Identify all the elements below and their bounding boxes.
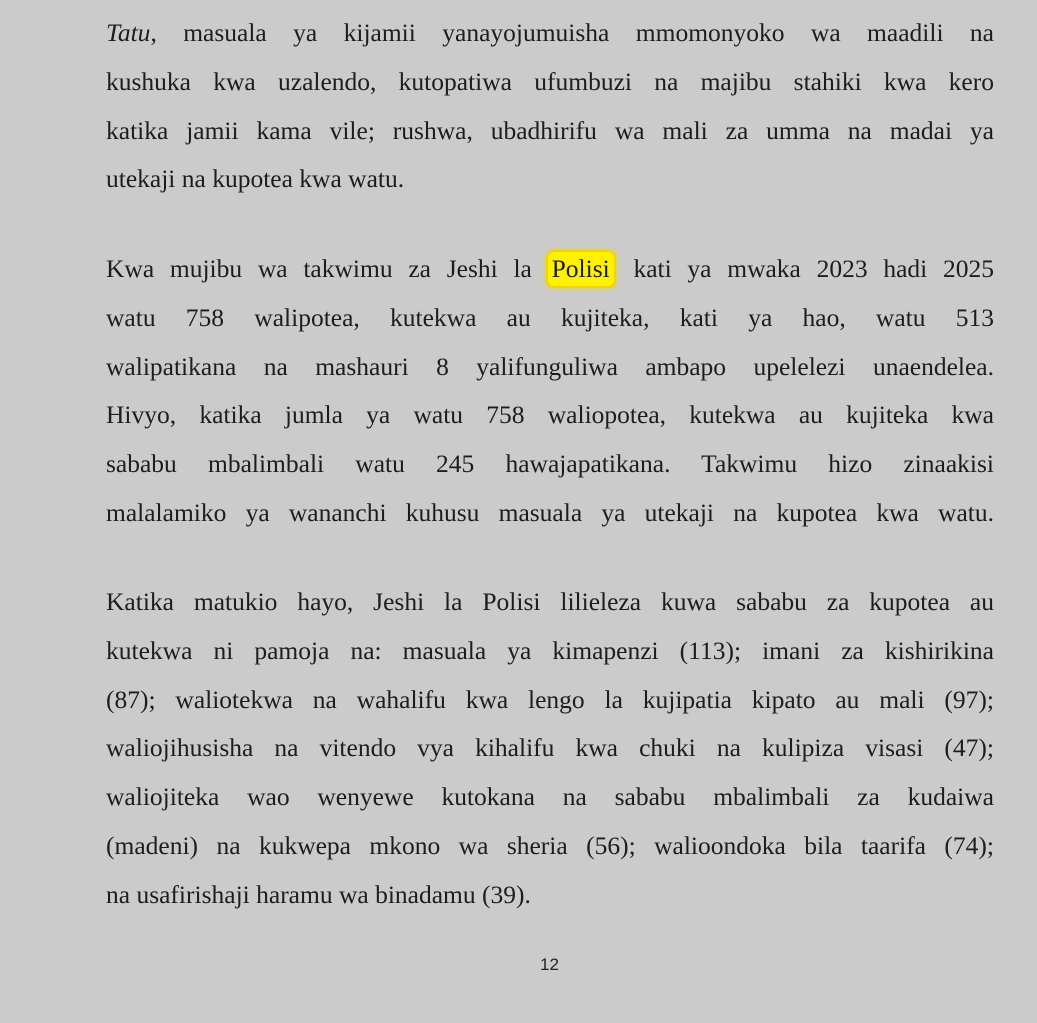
paragraph-1-line-2: kushuka kwa uzalendo, kutopatiwa ufumbuzi na majibu stahiki kwa kero — [106, 66, 994, 96]
paragraph-3-line-3: (87); waliotekwa na wahalifu kwa lengo la kujipatia kipato au mali (97); — [106, 684, 994, 714]
page-number: 12 — [540, 955, 559, 974]
paragraph-2-line-6: malalamiko ya wananchi kuhusu masuala ya utekaji na kupotea kwa watu. — [106, 497, 994, 527]
paragraph-1-line-4: utekaji na kupotea kwa watu. — [106, 164, 405, 194]
paragraph-2-line-3: walipatikana na mashauri 8 yalifunguliwa ambapo upelelezi unaendelea. — [106, 351, 994, 381]
paragraph-3-line-6: (madeni) na kukwepa mkono wa sheria (56); walioondoka bila taarifa (74); — [106, 830, 994, 860]
paragraph-1 — [106, 9, 994, 204]
paragraph-2-line-2: watu 758 walipotea, kutekwa au kujiteka, kati ya hao, watu 513 — [106, 302, 994, 332]
paragraph-3-line-5: waliojiteka wao wenyewe kutokana na sababu mbalimbali za kudaiwa — [106, 782, 994, 812]
paragraph-3-line-2: kutekwa ni pamoja na: masuala ya kimapenzi (113); imani za kishirikina — [106, 635, 994, 665]
paragraph-1-line-1: Tatu, masuala ya kijamii yanayojumuisha mmomonyoko wa maadili na — [106, 18, 994, 47]
paragraph-2-line-1: Kwa mujibu wa takwimu za Jeshi la Polisi kati ya mwaka 2023 hadi 2025 — [106, 245, 994, 294]
lead-italic-word: Tatu — [106, 18, 151, 47]
paragraph-2-line-5: sababu mbalimbali watu 245 hawajapatikana. Takwimu hizo zinaakisi — [106, 449, 994, 479]
paragraph-3-line-4: waliojihusisha na vitendo vya kihalifu kwa chuki na kulipiza visasi (47); — [106, 733, 994, 763]
paragraph-3 — [106, 578, 994, 920]
paragraph-2 — [106, 245, 994, 538]
paragraph-3-line-1: Katika matukio hayo, Jeshi la Polisi lilieleza kuwa sababu za kupotea au — [106, 587, 994, 616]
paragraph-1-line-3: katika jamii kama vile; rushwa, ubadhirifu wa mali za umma na madai ya — [106, 115, 994, 145]
paragraph-3-line-7: na usafirishaji haramu wa binadamu (39). — [106, 879, 531, 909]
highlighted-word[interactable]: Polisi — [548, 252, 614, 286]
paragraph-2-line-4: Hivyo, katika jumla ya watu 758 waliopotea, kutekwa au kujiteka kwa — [106, 400, 994, 430]
